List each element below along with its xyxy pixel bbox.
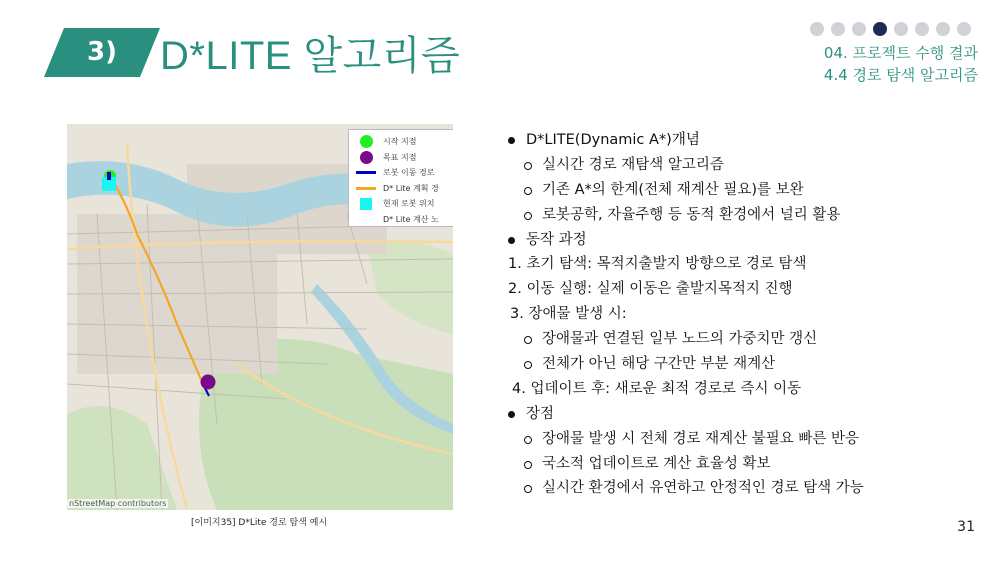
progress-dot [957,22,971,36]
numbered-step: 3. 장애물 발생 시: [510,306,627,323]
numbered-step: 4. 업데이트 후: 새로운 최적 경로로 즉시 이동 [512,380,802,397]
bullet-subitem: 로봇공학, 자율주행 등 동적 환경에서 널리 활용 [506,203,864,228]
numbered-step: 2. 이동 실행: 실제 이동은 출발지목적지 진행 [508,281,793,298]
bullet-subitem: 실시간 경로 재탐색 알고리즘 [506,153,864,178]
legend-label: 시작 지점 [383,137,417,147]
section-chapter: 04. 프로젝트 수행 결과 [823,44,978,62]
section-number-badge [44,28,160,77]
legend-label: 현재 로봇 위치 [383,199,435,209]
legend-item [355,212,453,228]
section-subchapter: 4.4 경로 탐색 알고리즘 [823,66,978,84]
bullet-subitem: 국소적 업데이트로 계산 효율성 확보 [506,452,864,477]
legend-label: D* Lite 계산 노 [383,214,439,224]
map-legend [348,129,453,227]
legend-symbol [355,171,377,174]
bullet-heading: 장점 [506,402,864,427]
bullet-heading: 동작 과정 [506,228,864,253]
bullet-subitem: 장애물 발생 시 전체 경로 재계산 불필요 빠른 반응 [506,427,864,452]
legend-symbol [355,198,377,210]
numbered-step: 1. 초기 탐색: 목적지출발지 방향으로 경로 탐색 [508,256,807,273]
legend-item [355,165,453,181]
progress-dot-active [873,22,887,36]
progress-dots [810,22,971,36]
page-title: D*LITE 알고리즘 [160,34,461,78]
legend-symbol [355,187,377,190]
bullet-subitem: 장애물과 연결된 일부 노드의 가중치만 갱신 [506,327,864,352]
legend-symbol [355,151,377,164]
progress-dot [915,22,929,36]
progress-dot [810,22,824,36]
progress-dot [894,22,908,36]
legend-item [355,196,453,212]
progress-dot [831,22,845,36]
legend-label: D* Lite 계획 경 [383,183,439,193]
section-label [824,42,978,86]
route-map-image [67,124,453,510]
progress-dot [852,22,866,36]
bullet-subitem: 실시간 환경에서 유연하고 안정적인 경로 탐색 가능 [506,476,864,501]
legend-item [355,181,453,197]
figure-caption: [이미지35] D*Lite 경로 탐색 예시 [191,518,328,528]
bullet-heading: D*LITE(Dynamic A*)개념 [506,128,864,153]
page-number: 31 [957,519,975,535]
map-credit: nStreetMap contributors [69,499,167,508]
bullet-subitem: 전체가 아닌 해당 구간만 부분 재계산 [506,352,864,377]
legend-item [355,150,453,166]
progress-dot [936,22,950,36]
legend-item [355,134,453,150]
bullet-subitem: 기존 A*의 한계(전체 재계산 필요)를 보완 [506,178,864,203]
content-bullets [506,128,864,501]
legend-label: 목표 지점 [383,152,417,162]
section-number: 3) [87,37,117,67]
legend-label: 로봇 이동 경로 [383,168,435,178]
legend-symbol [355,135,377,148]
